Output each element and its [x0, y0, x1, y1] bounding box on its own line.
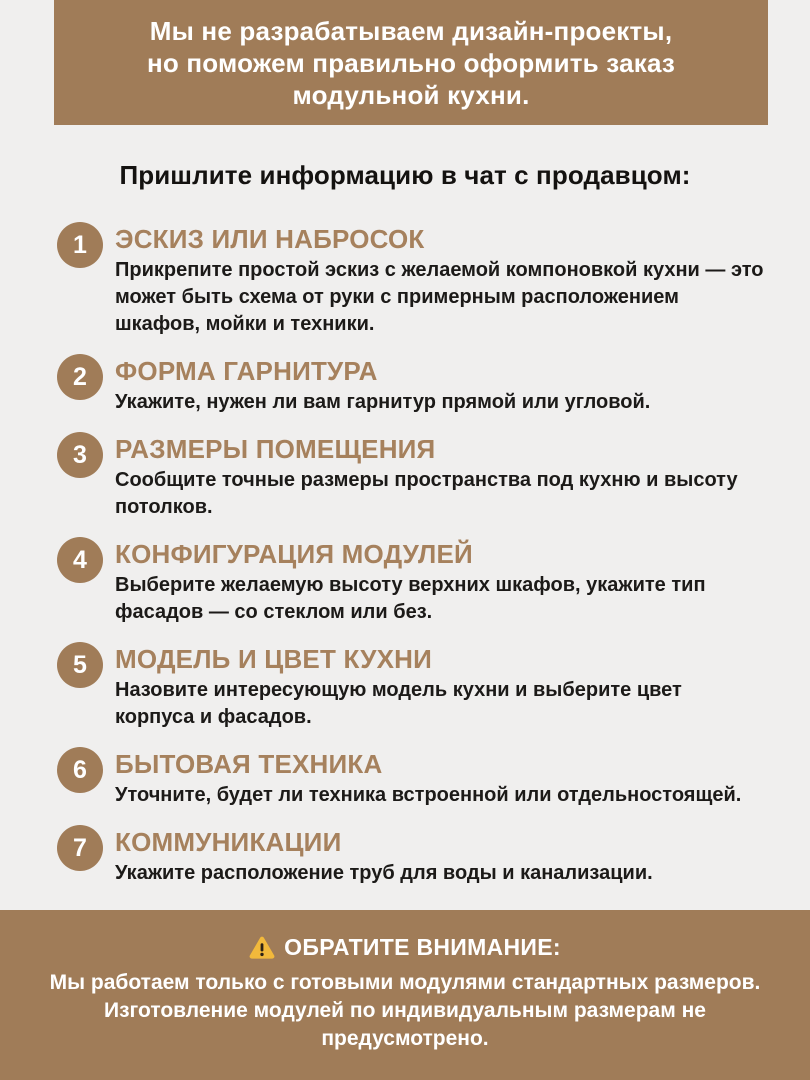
- step-number-badge: [57, 825, 103, 871]
- top-banner-line: но поможем правильно оформить заказ: [146, 48, 676, 78]
- step-title: БЫТОВАЯ ТЕХНИКА: [115, 749, 383, 779]
- intro-heading: Пришлите информацию в чат с продавцом:: [119, 160, 691, 190]
- step-item: [57, 432, 767, 521]
- step-description: Прикрепите простой эскиз с желаемой компоновкой кухни — это может быть схема от руки с примерным расположением шкафов, мойки и техники.: [115, 259, 764, 335]
- notice-text: [0, 969, 810, 1053]
- top-banner: [54, 0, 768, 125]
- step-number: 2: [73, 362, 87, 391]
- step-text: [115, 354, 650, 416]
- step-number: 1: [73, 230, 87, 259]
- step-description: Назовите интересующую модель кухни и выберите цвет корпуса и фасадов.: [115, 679, 682, 728]
- top-banner-line: модульной кухни.: [292, 80, 530, 110]
- step-number: 5: [73, 650, 87, 679]
- step-item: [57, 642, 767, 731]
- step-title: КОММУНИКАЦИИ: [115, 827, 342, 857]
- step-text: [115, 642, 765, 731]
- step-item: [57, 222, 767, 338]
- step-item: [57, 537, 767, 626]
- notice-line: Изготовление модулей по индивидуальным размерам не: [104, 999, 706, 1022]
- step-number: 3: [73, 440, 87, 469]
- step-description: Укажите, нужен ли вам гарнитур прямой или угловой.: [115, 391, 651, 413]
- step-text: [115, 747, 741, 809]
- step-item: [57, 825, 767, 887]
- step-text: [115, 537, 765, 626]
- step-number: 6: [73, 755, 87, 784]
- step-text: [115, 432, 765, 521]
- step-description: Укажите расположение труб для воды и канализации.: [115, 862, 653, 884]
- step-title: РАЗМЕРЫ ПОМЕЩЕНИЯ: [115, 434, 436, 464]
- step-number-badge: [57, 222, 103, 268]
- step-number: 7: [73, 833, 87, 862]
- step-description: Уточните, будет ли техника встроенной или отдельностоящей.: [115, 784, 742, 806]
- warning-icon: [249, 936, 275, 960]
- top-banner-line: Мы не разрабатываем дизайн-проекты,: [149, 16, 673, 46]
- step-number-badge: [57, 642, 103, 688]
- step-description: Выберите желаемую высоту верхних шкафов, укажите тип фасадов — со стеклом или без.: [115, 574, 706, 623]
- step-item: [57, 747, 767, 809]
- notice-title-row: [0, 934, 810, 961]
- step-number-badge: [57, 537, 103, 583]
- notice-title: ОБРАТИТЕ ВНИМАНИЕ:: [284, 934, 561, 960]
- step-title: МОДЕЛЬ И ЦВЕТ КУХНИ: [115, 644, 432, 674]
- step-description: Сообщите точные размеры пространства под кухню и высоту потолков.: [115, 469, 738, 518]
- notice-line: предусмотрено.: [321, 1027, 489, 1050]
- step-text: [115, 825, 653, 887]
- step-number-badge: [57, 354, 103, 400]
- step-number-badge: [57, 432, 103, 478]
- step-title: КОНФИГУРАЦИЯ МОДУЛЕЙ: [115, 539, 473, 569]
- steps-list: [57, 222, 767, 903]
- step-number: 4: [73, 545, 87, 574]
- step-title: ФОРМА ГАРНИТУРА: [115, 356, 378, 386]
- notice-banner: [0, 910, 810, 1080]
- step-text: [115, 222, 765, 338]
- step-number-badge: [57, 747, 103, 793]
- notice-line: Мы работаем только с готовыми модулями стандартных размеров.: [49, 971, 761, 994]
- step-title: ЭСКИЗ ИЛИ НАБРОСОК: [115, 224, 425, 254]
- step-item: [57, 354, 767, 416]
